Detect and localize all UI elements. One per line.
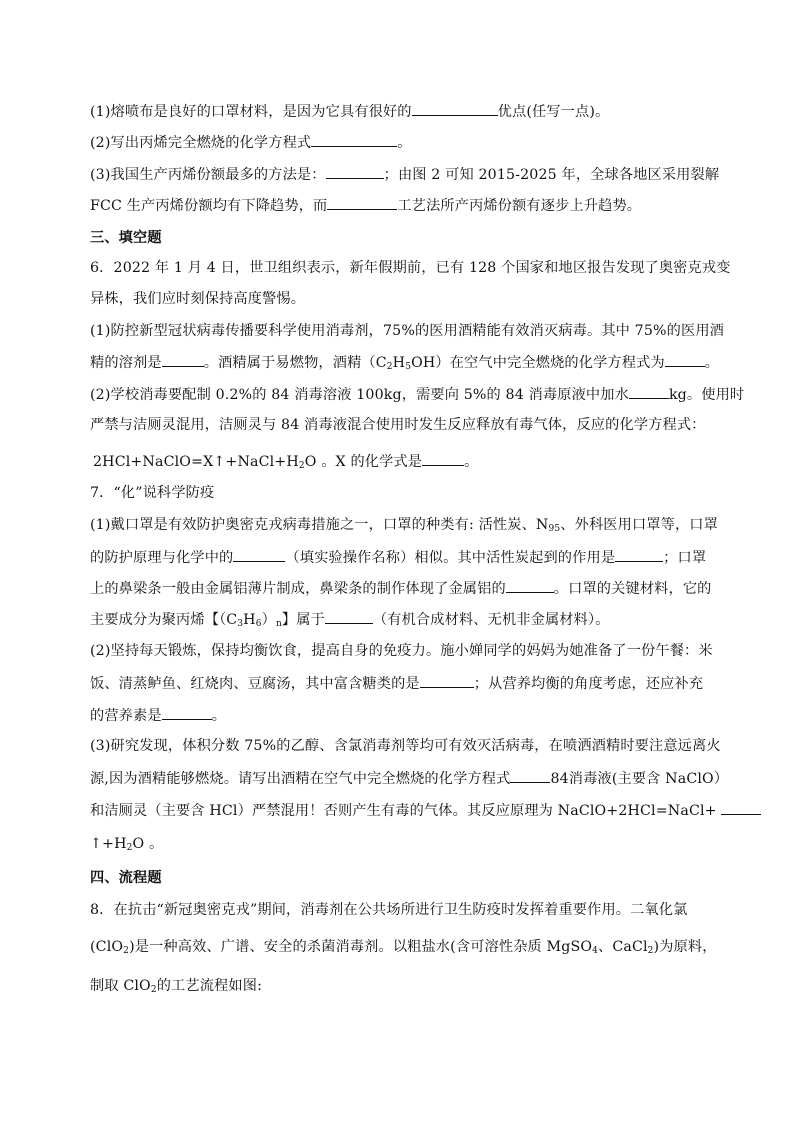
answer-blank[interactable]: [629, 384, 669, 399]
question-6-part-2: (2)学校消毒要配制 0.2%的 84 消毒溶液 100kg，需要向 5%的 84 消毒原液中加水 kg。使用时: [90, 384, 710, 405]
question-6-part-1-cont: 精的溶剂是 。酒精属于易燃物，酒精$(C_2H_5OH)$在空气中完全燃烧的化学方程式为 。: [90, 352, 710, 373]
answer-blank[interactable]: [162, 352, 204, 367]
question-6-part-2-cont: 严禁与洁厕灵混用，洁厕灵与 84 消毒液混合使用时发生反应释放有毒气体，反应的化学方程式：: [90, 417, 706, 433]
question-7-part-1-cont: 上的鼻梁条一般由金属铝薄片制成，鼻梁条的制作体现了金属铝的 。口罩的关键材料，它的: [90, 578, 710, 599]
question-7-part-1-cont: 的防护原理与化学中的 （填实验操作名称）相似。其中活性炭起到的作用是 ；口罩: [90, 547, 710, 568]
question-6-stem-cont: 异株，我们应时刻保持高度警惕。: [90, 291, 306, 307]
answer-blank[interactable]: [721, 800, 761, 815]
answer-blank[interactable]: [510, 768, 550, 783]
question-7-part-3-cont: $↑+H_2O$ 。: [90, 836, 164, 853]
question-7-stem: 7．“化”说科学防疫: [90, 485, 215, 501]
question-7-part-2-cont: 的营养素是 。: [90, 705, 710, 726]
question-7-part-3-cont: 源,因为酒精能够燃烧。请写出酒精在空气中完全燃烧的化学方程式 84消毒液(主要含 NaClO）: [90, 768, 710, 789]
question-7-part-1: (1)戴口罩是有效防护奥密克戎病毒措施之一，口罩的种类有: 活性炭、$N_{95}$、外科医用口罩等，口罩: [90, 517, 718, 534]
answer-blank[interactable]: [311, 132, 397, 147]
question-8-stem: 8．在抗击“新冠奥密克戎”期间，消毒剂在公共场所进行卫生防疫时发挥着重要作用。二氧化氯: [90, 902, 688, 918]
question-6-part-1: (1)防控新型冠状病毒传播要科学使用消毒剂，75%的医用酒精能有效消灭病毒。其中 75%的医用酒: [90, 323, 725, 339]
question-7-part-3-cont: 和洁厕灵（主要含 HCl）严禁混用！否则产生有毒的气体。其反应原理为 NaClO+2HCl=NaCl+: [90, 800, 710, 821]
question-6-stem: 6．2022 年 1 月 4 日，世卫组织表示，新年假期前，已有 128 个国家和地区报告发现了奥密克戎变: [90, 260, 731, 276]
section-heading-flowchart: 四、流程题: [90, 870, 162, 886]
answer-blank[interactable]: [422, 451, 464, 466]
question-8-stem-cont: 制取 ClO$_2$的工艺流程如图:: [90, 978, 262, 995]
question-5-part-3-cont: FCC 生产丙烯份额均有下降趋势，而 工艺法所产丙烯份额有逐步上升趋势。: [90, 195, 710, 216]
question-6-equation: $2HCl+NaClO=X↑+NaCl+H_2O$ 。X 的化学式是 。: [93, 451, 713, 472]
question-7-part-3: (3)研究发现，体积分数 75%的乙醇、含氯消毒剂等均可有效灭活病毒，在喷洒酒精时要注意远离火: [90, 738, 721, 754]
question-5-part-1: (1)熔喷布是良好的口罩材料，是因为它具有很好的 优点(任写一点)。: [90, 101, 710, 122]
answer-blank[interactable]: [412, 101, 498, 116]
answer-blank[interactable]: [420, 673, 474, 688]
question-8-stem-cont: (ClO$_2$)是一种高效、广谱、安全的杀菌消毒剂。以粗盐水(含可溶性杂质 MgSO$_4$、CaCl$_2$)为原料，: [90, 939, 717, 956]
answer-blank[interactable]: [325, 609, 373, 624]
answer-blank[interactable]: [615, 547, 663, 562]
answer-blank[interactable]: [162, 705, 212, 720]
answer-blank[interactable]: [327, 195, 397, 210]
question-7-part-2: (2)坚持每天锻炼，保持均衡饮食，提高自身的免疫力。施小婵同学的妈妈为她准备了一份午餐：米: [90, 643, 713, 659]
answer-blank[interactable]: [326, 164, 384, 179]
question-7-part-1-cont: 主要成分为聚丙烯【$(C_3H_6)_n$】属于 （有机合成材料、无机非金属材料）。: [90, 609, 710, 630]
question-5-part-3: (3)我国生产丙烯份额最多的方法是： ；由图 2 可知 2015-2025 年，全球各地区采用裂解: [90, 164, 710, 185]
answer-blank[interactable]: [506, 578, 554, 593]
question-7-part-2-cont: 饭、清蒸鲈鱼、红烧肉、豆腐汤，其中富含糖类的是 ；从营养均衡的角度考虑，还应补充: [90, 673, 710, 694]
question-5-part-2: (2)写出丙烯完全燃烧的化学方程式 。: [90, 132, 710, 153]
answer-blank[interactable]: [233, 547, 285, 562]
section-heading-fill-in: 三、填空题: [90, 230, 162, 246]
answer-blank[interactable]: [665, 352, 705, 367]
